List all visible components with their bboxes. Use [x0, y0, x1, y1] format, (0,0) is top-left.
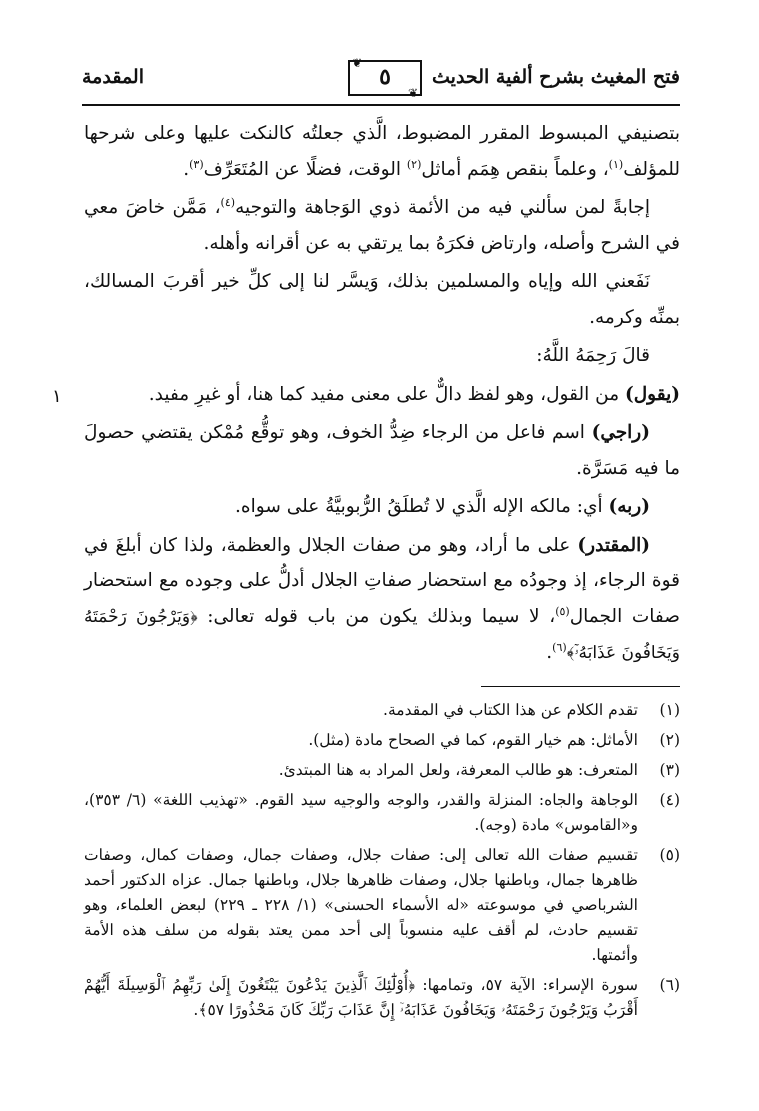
term: (راجي): [591, 422, 650, 443]
footnote-text: الوجاهة والجاه: المنزلة والقدر، والوجه والوجيه سيد القوم. «تهذيب اللغة» (٦/ ٣٥٣)، و«القاموس» مادة (وجه).: [84, 791, 638, 834]
paragraph: [84, 116, 680, 187]
footnote-text: تقدم الكلام عن هذا الكتاب في المقدمة.: [383, 701, 638, 719]
footnote-number: (٦): [659, 976, 680, 994]
term: (ربه): [608, 496, 650, 517]
page-number: ٥: [379, 64, 391, 90]
term: (المقتدر): [577, 534, 650, 556]
paragraph: نَفَعني الله وإياه والمسلمين بذلك، وَيسَّر لنا إلى كلِّ خير أقربَ المسالك، بمنِّه وكرمه.: [84, 271, 680, 328]
footnote: [84, 758, 680, 783]
ornament-icon: ❦: [351, 56, 363, 70]
text-span: اسم فاعل من الرجاء ضِدُّ الخوف، وهو توقُّع مُمْكن يقتضي حصولَ ما فيه مَسَرَّة.: [84, 422, 680, 479]
paragraph: [84, 415, 680, 486]
footnote-ref[interactable]: (٤): [220, 195, 236, 209]
paragraph: [84, 489, 680, 525]
footnote-number: (٤): [659, 791, 680, 809]
footnote-text: المتعرف: هو طالب المعرفة، ولعل المراد به هنا المبتدئ.: [278, 761, 638, 779]
book-title: فتح المغيث بشرح ألفية الحديث: [432, 66, 680, 88]
text-span: من القول، وهو لفظ دالٌّ على معنى مفيد كما هنا، أو غيرِ مفيد.: [148, 383, 625, 405]
footnote: [84, 973, 680, 1023]
paragraph: [84, 377, 680, 413]
text-span: ، لا سيما وبذلك يكون من باب قوله تعالى:: [197, 605, 556, 627]
footnote: [84, 698, 680, 723]
footnotes: [84, 698, 680, 1028]
text-span: أي: مالكه الإله الَّذي لا تُطلَقُ الرُّبوبيَّةُ على سواه.: [235, 496, 609, 517]
footnote: [84, 843, 680, 968]
paragraph: [84, 190, 680, 261]
ornament-icon: ❦: [407, 86, 419, 100]
footnote-ref[interactable]: (١): [608, 157, 624, 171]
footnote-ref[interactable]: (٦): [552, 640, 567, 654]
footnote-number: (٥): [659, 846, 680, 864]
text-span: .: [546, 642, 553, 663]
text-span: على ما أراد، وهو من صفات الجلال والعظمة، ولذا كان أبلغَ في قوة الرجاء، إذ وجودُه مع استحضار صفاتِ الجلال أدلُّ على وجوده مع استحضار صفات الجمال: [84, 534, 680, 627]
margin-number: ١: [52, 386, 62, 407]
header-divider: [82, 104, 680, 106]
page-number-box: [348, 56, 422, 100]
quran-verse: ﴿وَيَرْجُونَ رَحْمَتَهُ وَيَخَافُونَ عَذَابَهُۥٓ﴾: [84, 606, 680, 663]
footnote-ref[interactable]: (٢): [406, 157, 422, 171]
text-span: الوقت، فضلًا عن المُتَعَرِّف: [203, 158, 407, 180]
footnote-number: (٢): [659, 731, 680, 749]
text-span: بتصنيفي المبسوط المقرر المضبوط، الَّذي جعلتُه كالنكت عليها وعلى شرحها للمؤلف: [84, 123, 680, 180]
page-header: [82, 58, 680, 106]
footnote-text: سورة الإسراء: الآية ٥٧، وتمامها: ﴿أُوْلَٰٓئِكَ ٱلَّذِينَ يَدْعُونَ يَبْتَغُونَ إِلَىٰ رَبِّهِمُ ٱلْوَسِيلَةَ أَيُّهُمْ أَقْرَبُ وَيَرْجُونَ رَحْمَتَهُۥ وَيَخَافُونَ عَذَابَهُۥٓ إِنَّ عَذَابَ رَبِّكَ كَانَ مَحْذُورًا ٥٧﴾.: [84, 976, 639, 1019]
footnote-ref[interactable]: (٥): [555, 604, 570, 618]
footnote: [84, 728, 680, 753]
footnote-text: الأماثل: هم خيار القوم، كما في الصحاح مادة (مثل).: [308, 731, 638, 749]
footnote-ref[interactable]: (٣): [189, 157, 204, 171]
term: (يقول): [624, 383, 680, 405]
footnote-number: (٣): [659, 761, 680, 779]
footnote-number: (١): [659, 701, 680, 719]
main-text: [84, 116, 680, 675]
footnote-text: تقسيم صفات الله تعالى إلى: صفات جلال، وصفات جمال، وصفات كمال، وصفات ظاهرها جمال، وباطنها جلال، وصفات ظاهرها جلال، وباطنها جمال. عزاه الدكتور أحمد الشرباصي في موسوعته «له الأسماء الحسنى» (١/ ٢٢٨ ـ ٢٢٩) لبعض العلماء، وهو تقسيم حادث، لم أقف عليه منسوباً إلى أحد ممن يعتد بقوله من سلف هذه الأمة وأئمتها.: [84, 846, 638, 964]
text-span: إجابةً لمن سألني فيه من الأئمة ذوي الوَجاهة والتوجيه: [235, 197, 651, 218]
text-span: ، مَمَّن خاضَ معي في الشرح وأصله، وارتاض فكرَهُ بما يرتقي به عن أقرانه وأهله.: [84, 197, 680, 254]
paragraph: [84, 528, 680, 672]
footnote-divider: [481, 686, 680, 687]
text-span: .: [183, 158, 190, 180]
paragraph: قالَ رَحِمَهُ اللَّهُ:: [536, 345, 650, 366]
text-span: ، وعلماً بنقص هِمَم أماثل: [421, 158, 609, 180]
footnote: [84, 788, 680, 838]
section-title: المقدمة: [82, 66, 145, 88]
